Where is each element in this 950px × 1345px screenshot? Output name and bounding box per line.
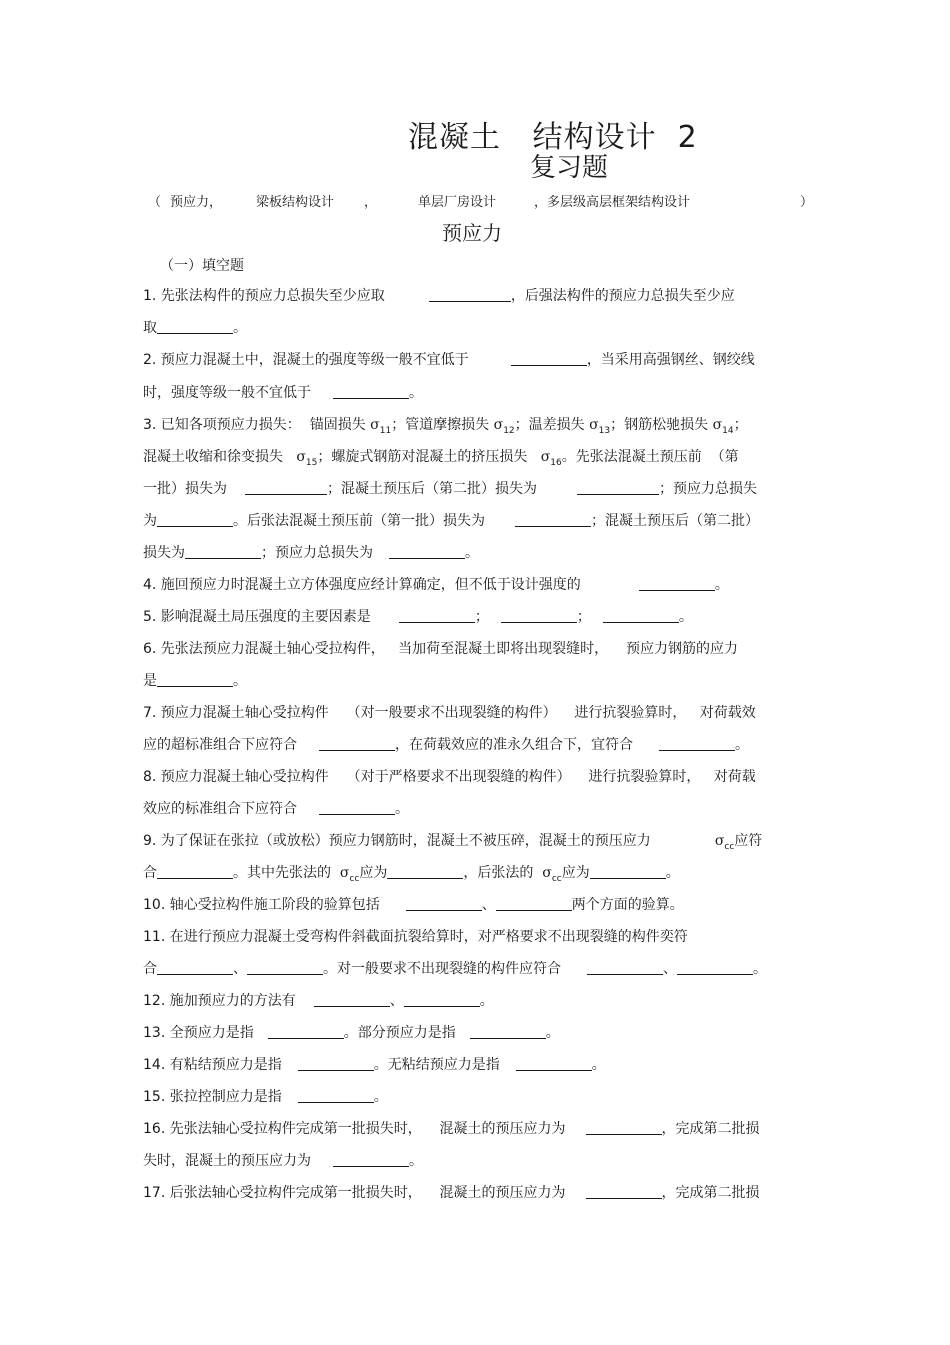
question-text: 。	[678, 609, 693, 625]
question-line	[143, 318, 808, 338]
sigma-symbol: σ	[370, 417, 380, 433]
answer-blank	[399, 608, 475, 623]
question-text: ；温差损失	[514, 417, 585, 433]
question-text: 2. 预应力混凝土中，混凝土的强度等级一般不宜低于	[143, 352, 469, 368]
question-line	[143, 735, 808, 755]
answer-blank	[470, 1024, 546, 1039]
question-text: ；螺旋式钢筋对混凝土的挤压损失	[317, 449, 528, 465]
answer-blank	[298, 1056, 374, 1071]
scope-comma: ，	[364, 195, 378, 210]
question-line	[143, 831, 808, 851]
question-line	[143, 639, 808, 659]
question-line	[143, 286, 808, 306]
question-text: ；管道摩擦损失	[391, 417, 490, 433]
question-text: 。其中先张法的	[233, 865, 331, 881]
document-subtitle: 复习题	[530, 153, 609, 183]
answer-blank	[511, 351, 587, 366]
scope-item-beam-slab: 梁板结构设计	[256, 195, 335, 210]
question-text: 。	[395, 801, 409, 817]
answer-blank	[387, 864, 463, 879]
answer-blank	[245, 480, 327, 495]
sigma-symbol: σ	[589, 417, 599, 433]
question-text: 混凝土收缩和徐变损失	[143, 449, 283, 465]
question-line	[143, 1087, 808, 1107]
question-text: 5. 影响混凝土局压强度的主要因素是	[143, 609, 371, 625]
question-line	[143, 959, 808, 979]
question-line	[143, 799, 808, 819]
question-line	[143, 1023, 808, 1043]
question-text: ；预应力总损失	[659, 481, 757, 497]
question-text: 、	[389, 993, 404, 1009]
question-text: 应为	[561, 865, 590, 881]
question-text: ；混凝土预压后（第二批）	[591, 513, 759, 529]
question-text: 应的超标准组合下应符合	[143, 737, 297, 753]
question-text: 14. 有粘结预应力是指	[143, 1057, 282, 1073]
question-text: 。后张法混凝土预压前（第一批）损失为	[233, 513, 485, 529]
question-text: 。	[409, 1153, 423, 1169]
question-text: ；混凝土预压后（第二批）损失为	[327, 481, 537, 497]
question-line	[143, 383, 808, 403]
question-text: 6. 先张法预应力混凝土轴心受拉构件， 当加荷至混凝土即将出现裂缝时， 预应力钢筋的应力	[143, 641, 738, 657]
answer-blank	[406, 896, 482, 911]
question-text: 。	[591, 1057, 606, 1073]
question-line	[143, 607, 808, 627]
question-text: 取	[143, 320, 157, 336]
scope-open-paren: （	[148, 195, 162, 210]
question-line	[143, 447, 808, 467]
question-line	[143, 1151, 808, 1171]
question-text: ，完成第二批损	[661, 1185, 760, 1201]
question-text: 损失为	[143, 545, 185, 561]
question-text: ；	[474, 609, 489, 625]
question-text: 时，强度等级一般不宜低于	[143, 385, 311, 401]
question-line	[143, 671, 808, 691]
section-heading: 预应力	[442, 221, 502, 245]
question-text: ，当采用高强钢丝、钢绞线	[586, 352, 755, 368]
answer-blank	[429, 287, 511, 302]
question-text: 15. 张拉控制应力是指	[143, 1089, 282, 1105]
question-text: 16. 先张法轴心受拉构件完成第一批损失时， 混凝土的预压应力为	[143, 1121, 566, 1137]
question-line	[143, 927, 808, 947]
question-text: 7. 预应力混凝土轴心受拉构件 （对一般要求不出现裂缝的构件） 进行抗裂验算时， 对荷载效	[143, 705, 756, 721]
question-line	[143, 543, 808, 563]
question-line	[143, 511, 808, 531]
sigma-symbol: σ	[493, 417, 504, 433]
question-text: 合	[143, 865, 157, 881]
sigma-symbol: σ	[339, 865, 350, 881]
sigma-subscript: 16	[550, 457, 562, 468]
question-text: 17. 后张法轴心受拉构件完成第一批损失时， 混凝土的预压应力为	[143, 1185, 566, 1201]
sigma-subscript: 14	[722, 425, 734, 436]
question-line	[143, 863, 808, 883]
answer-blank	[516, 1056, 592, 1071]
answer-blank	[586, 1184, 662, 1199]
question-text: 。	[465, 545, 479, 561]
question-text: 。	[665, 865, 680, 881]
question-text: 。	[545, 1025, 560, 1041]
question-text: ，后强法构件的预应力总损失至少应	[510, 288, 735, 304]
question-text: 。	[409, 385, 423, 401]
answer-blank	[590, 864, 666, 879]
scope-item-factory: 单层厂房设计	[418, 195, 497, 210]
answer-blank	[314, 992, 390, 1007]
question-text: ；预应力总损失为	[261, 545, 373, 561]
answer-blank	[577, 480, 659, 495]
question-text: 。	[753, 961, 767, 977]
question-text: 两个方面的验算。	[571, 897, 684, 913]
question-text: 效应的标准组合下应符合	[143, 801, 297, 817]
question-text: 。无粘结预应力是指	[373, 1057, 500, 1073]
question-line	[143, 1055, 808, 1075]
question-text: 。对一般要求不出现裂缝的构件应符合	[323, 961, 561, 977]
answer-blank	[268, 1024, 344, 1039]
subsection-heading: （一）填空题	[160, 258, 244, 274]
answer-blank	[319, 736, 395, 751]
question-text: 是	[143, 673, 157, 689]
answer-blank	[659, 736, 735, 751]
question-line	[143, 1119, 808, 1139]
question-line	[143, 895, 808, 915]
question-text: ；钢筋松驰损失	[610, 417, 709, 433]
question-text: 。	[373, 1089, 388, 1105]
document-title: 混凝土 结构设计 2	[408, 120, 698, 155]
sigma-subscript: 15	[305, 457, 318, 468]
answer-blank	[501, 608, 577, 623]
question-line	[143, 767, 808, 787]
sigma-subscript: cc	[551, 873, 562, 884]
sigma-symbol: σ	[542, 865, 552, 881]
question-text: 。先张法混凝土预压前 （第	[561, 449, 739, 465]
question-text: 为	[143, 513, 157, 529]
question-text: 13. 全预应力是指	[143, 1025, 254, 1041]
question-line	[143, 991, 808, 1011]
answer-blank	[586, 1120, 662, 1135]
answer-blank	[603, 608, 679, 623]
answer-blank	[677, 960, 753, 975]
sigma-subscript: cc	[724, 841, 735, 852]
question-text: 3. 已知各项预应力损失： 锚固损失	[143, 417, 366, 433]
answer-blank	[333, 1152, 409, 1167]
answer-blank	[639, 576, 715, 591]
answer-blank	[319, 800, 395, 815]
question-text: 应符	[734, 833, 763, 849]
question-text: 1. 先张法构件的预应力总损失至少应取	[143, 288, 385, 304]
question-text: 4. 施回预应力时混凝土立方体强度应经计算确定，但不低于设计强度的	[143, 577, 581, 593]
question-text: 。	[714, 577, 729, 593]
question-line	[143, 703, 808, 723]
sigma-symbol: σ	[296, 449, 306, 465]
question-text: ，后张法的	[463, 865, 534, 881]
question-text: ；	[733, 417, 748, 433]
question-line	[143, 350, 808, 370]
question-text: 。	[233, 320, 247, 336]
question-text: 。	[479, 993, 494, 1009]
answer-blank	[404, 992, 480, 1007]
answer-blank	[389, 544, 465, 559]
question-text: 。	[735, 737, 749, 753]
answer-blank	[247, 960, 323, 975]
question-text: ，完成第二批损	[661, 1121, 760, 1137]
question-text: 。	[233, 673, 247, 689]
question-text: 失时，混凝土的预压应力为	[143, 1153, 311, 1169]
scope-close-paren: ）	[800, 195, 814, 210]
answer-blank	[515, 512, 591, 527]
answer-blank	[333, 384, 409, 399]
question-text: 。部分预应力是指	[343, 1025, 456, 1041]
sigma-symbol: σ	[540, 449, 551, 465]
question-text: 12. 施加预应力的方法有	[143, 993, 296, 1009]
answer-blank	[587, 960, 663, 975]
question-text: ，在荷载效应的准永久组合下，宜符合	[395, 737, 633, 753]
answer-blank	[157, 960, 233, 975]
question-text: 应为	[359, 865, 388, 881]
question-text: ；	[576, 609, 591, 625]
sigma-subscript: 12	[503, 425, 515, 436]
question-text: 、	[481, 897, 496, 913]
question-line	[143, 415, 808, 435]
question-line	[143, 479, 808, 499]
sigma-symbol: σ	[712, 417, 723, 433]
question-line	[143, 575, 808, 595]
question-text: 10. 轴心受拉构件施工阶段的验算包括	[143, 897, 380, 913]
sigma-subscript: cc	[349, 873, 360, 884]
scope-item-prestress: 预应力，	[170, 195, 223, 210]
question-line	[143, 1183, 808, 1203]
question-text: 一批）损失为	[143, 481, 227, 497]
answer-blank	[298, 1088, 374, 1103]
question-text: 合	[143, 961, 157, 977]
scope-item-frame: ，多层级高层框架结构设计	[534, 195, 691, 210]
answer-blank	[496, 896, 572, 911]
answer-blank	[157, 864, 233, 879]
answer-blank	[157, 512, 233, 527]
question-text: 9. 为了保证在张拉（或放松）预应力钢筋时，混凝土不被压碎，混凝土的预压应力	[143, 833, 651, 849]
question-text: 、	[233, 961, 247, 977]
sigma-symbol: σ	[714, 833, 725, 849]
sigma-subscript: 13	[598, 425, 611, 436]
question-text: 8. 预应力混凝土轴心受拉构件 （对于严格要求不出现裂缝的构件） 进行抗裂验算时， 对荷载	[143, 769, 756, 785]
question-text: 、	[663, 961, 677, 977]
answer-blank	[185, 544, 261, 559]
question-text: 11. 在进行预应力混凝土受弯构件斜截面抗裂给算时，对严格要求不出现裂缝的构件奕符	[143, 929, 688, 945]
answer-blank	[157, 672, 233, 687]
answer-blank	[157, 319, 233, 334]
sigma-subscript: 11	[379, 425, 392, 436]
